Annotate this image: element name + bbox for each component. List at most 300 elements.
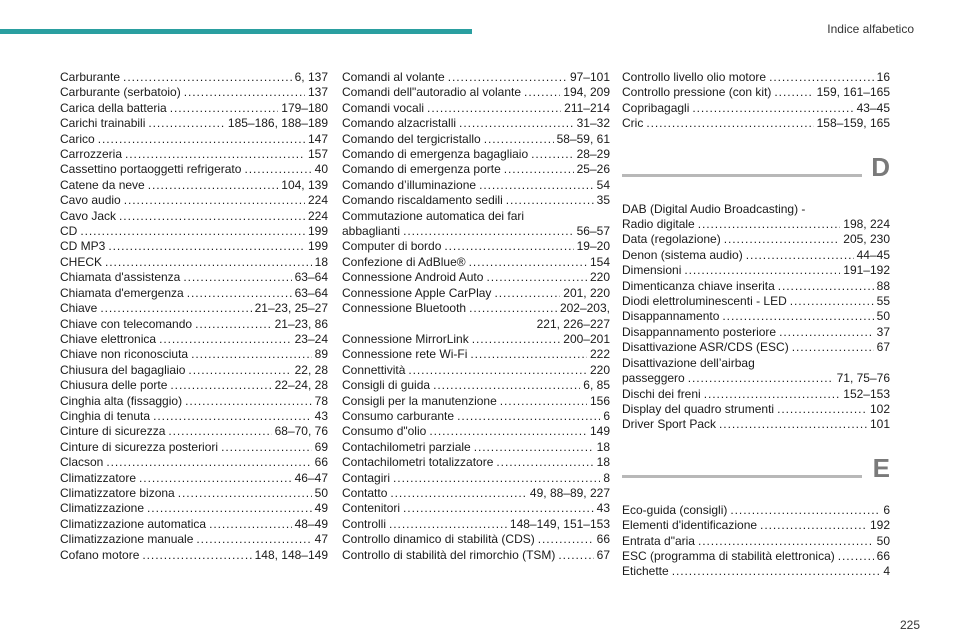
page-reference-continued: 221, 226–227 — [536, 316, 610, 331]
dot-leader — [494, 286, 560, 301]
index-term: Chiave — [60, 301, 98, 316]
index-entry — [622, 248, 890, 263]
index-entry — [342, 193, 610, 208]
index-term: passeggero — [622, 371, 685, 386]
index-term: Carico — [60, 131, 95, 146]
dot-leader — [168, 424, 271, 439]
dot-leader — [730, 503, 880, 518]
page-reference: 47 — [314, 532, 328, 547]
index-term: Data (regolazione) — [622, 232, 721, 247]
index-entry — [60, 255, 328, 270]
index-entry — [60, 378, 328, 393]
index-term: ESC (programma di stabilità elettronica) — [622, 548, 835, 563]
section-letter-e: E — [872, 452, 890, 483]
index-term: Controllo di stabilità del rimorchio (TSM) — [342, 547, 556, 562]
dot-leader — [486, 270, 587, 285]
page-reference: 202–203, — [559, 301, 610, 316]
index-entry — [342, 409, 610, 424]
index-entry — [60, 224, 328, 239]
index-entry — [60, 286, 328, 301]
index-entry — [342, 147, 610, 162]
page-reference: 159, 161–165 — [816, 85, 890, 100]
index-term: Comandi dell"autoradio al volante — [342, 85, 522, 100]
dot-leader — [148, 178, 279, 193]
index-entry — [622, 534, 890, 549]
page-reference: 89 — [314, 347, 328, 362]
index-entry — [622, 279, 890, 294]
page-reference: 19–20 — [576, 239, 610, 254]
index-term: Controllo pressione (con kit) — [622, 85, 772, 100]
index-entry — [60, 501, 328, 516]
dot-leader — [524, 85, 560, 100]
section-divider — [622, 475, 862, 478]
index-term: Connessione MirrorLink — [342, 331, 469, 346]
index-term: Driver Sport Pack — [622, 417, 717, 432]
index-term: Climatizzatore — [60, 470, 137, 485]
index-term: Chiave non riconosciuta — [60, 347, 189, 362]
index-entry — [60, 486, 328, 501]
dot-leader — [100, 301, 251, 316]
index-entry — [60, 394, 328, 409]
index-term: Comandi vocali — [342, 100, 425, 115]
page-reference: 6, 85 — [583, 378, 610, 393]
dot-leader — [124, 193, 305, 208]
dot-leader — [408, 363, 587, 378]
index-entry — [622, 549, 890, 564]
index-term: Chiamata d'emergenza — [60, 285, 184, 300]
index-entry — [622, 232, 890, 247]
page-reference: 55 — [876, 294, 890, 309]
index-entry — [60, 193, 328, 208]
index-entry — [60, 116, 328, 131]
index-entry — [622, 371, 890, 386]
page-reference: 43–45 — [856, 100, 890, 115]
index-entry — [60, 332, 328, 347]
index-term: Climatizzazione manuale — [60, 532, 194, 547]
section-header-e — [622, 453, 890, 497]
page-reference: 152–153 — [843, 386, 890, 401]
dot-leader — [389, 517, 507, 532]
dot-leader — [170, 101, 279, 116]
index-entry — [342, 394, 610, 409]
index-entry — [342, 532, 610, 547]
index-entry — [60, 239, 328, 254]
index-term: Etichette — [622, 564, 669, 579]
index-entry — [342, 501, 610, 516]
dot-leader — [792, 340, 874, 355]
dot-leader — [98, 132, 305, 147]
index-entry — [60, 147, 328, 162]
page-reference: 224 — [307, 208, 328, 223]
dot-leader — [719, 417, 867, 432]
index-entry — [60, 178, 328, 193]
dot-leader — [698, 217, 841, 232]
page-reference: 48–49 — [294, 516, 328, 531]
page-reference: 185–186, 188–189 — [227, 116, 328, 131]
page-reference: 56–57 — [576, 224, 610, 239]
page-reference: 35 — [596, 193, 610, 208]
page-reference: 148–149, 151–153 — [509, 516, 610, 531]
index-term: Dischi dei freni — [622, 386, 701, 401]
index-entry — [60, 471, 328, 486]
page-reference: 158–159, 165 — [816, 116, 890, 131]
dot-leader — [139, 471, 292, 486]
dot-leader — [484, 132, 554, 147]
index-term: Cinture di sicurezza — [60, 424, 166, 439]
dot-leader — [469, 255, 587, 270]
page-reference: 137 — [307, 85, 328, 100]
index-entry — [342, 517, 610, 532]
index-term: Radio digitale — [622, 217, 695, 232]
index-term: Confezione di AdBlue® — [342, 254, 466, 269]
page-reference: 6, 137 — [294, 70, 328, 84]
index-entry — [622, 101, 890, 116]
page-reference: 6 — [603, 408, 610, 423]
dot-leader — [184, 85, 305, 100]
section-letter-d: D — [871, 151, 890, 182]
dot-leader — [125, 147, 305, 162]
dot-leader — [500, 394, 587, 409]
index-term: CD — [60, 224, 78, 239]
index-entry — [342, 132, 610, 147]
index-term: Cric — [622, 116, 644, 131]
index-entry — [342, 440, 610, 455]
index-entry — [342, 471, 610, 486]
index-entry — [60, 517, 328, 532]
dot-leader — [187, 286, 292, 301]
index-entry — [60, 532, 328, 547]
page-reference: 44–45 — [856, 247, 890, 262]
dot-leader — [209, 517, 292, 532]
header-accent-bar — [0, 29, 472, 34]
page-reference: 18 — [596, 439, 610, 454]
index-term: Comando d’illuminazione — [342, 177, 477, 192]
index-entry — [622, 116, 890, 131]
dot-leader — [148, 116, 225, 131]
page-reference: 71, 75–76 — [836, 371, 890, 386]
index-entry-line: Commutazione automatica dei fari — [342, 208, 525, 223]
index-term: Consigli per la manutenzione — [342, 393, 497, 408]
index-term: Eco-guida (consigli) — [622, 502, 728, 517]
dot-leader — [646, 116, 813, 131]
index-term: Chiave elettronica — [60, 331, 157, 346]
index-entry — [342, 116, 610, 131]
index-entry — [622, 402, 890, 417]
index-entry — [60, 363, 328, 378]
page-reference: 6 — [883, 502, 890, 517]
index-term: Chiusura delle porte — [60, 378, 168, 393]
index-entry — [60, 424, 328, 439]
index-entry — [342, 101, 610, 116]
page-reference: 156 — [589, 393, 610, 408]
dot-leader — [106, 455, 311, 470]
index-entry — [60, 347, 328, 362]
index-entry — [342, 486, 610, 501]
dot-leader — [779, 325, 874, 340]
index-entry — [60, 409, 328, 424]
index-term: Contagiri — [342, 470, 391, 485]
index-list-c-continued — [622, 70, 890, 132]
dot-leader — [448, 70, 567, 85]
dot-leader — [558, 548, 593, 563]
index-entry — [622, 294, 890, 309]
page-reference: 205, 230 — [843, 232, 890, 247]
page-reference: 50 — [314, 485, 328, 500]
index-term: Carichi trainabili — [60, 116, 146, 131]
dot-leader — [506, 193, 594, 208]
index-entry — [342, 548, 610, 563]
index-term: Dimensioni — [622, 263, 682, 278]
index-term: Cinghia alta (fissaggio) — [60, 393, 183, 408]
index-entry — [622, 564, 890, 579]
index-term: Connessione Apple CarPlay — [342, 285, 492, 300]
index-entry — [342, 347, 610, 362]
index-term: Display del quadro strumenti — [622, 401, 775, 416]
dot-leader — [722, 309, 873, 324]
index-term: Consigli di guida — [342, 378, 431, 393]
index-entry — [60, 317, 328, 332]
index-entry-line: DAB (Digital Audio Broadcasting) - — [622, 201, 806, 216]
index-entry — [342, 85, 610, 100]
index-term: abbaglianti — [342, 224, 401, 239]
dot-leader — [108, 239, 305, 254]
index-entry — [60, 455, 328, 470]
dot-leader — [777, 402, 867, 417]
index-entry — [622, 85, 890, 100]
index-term: Disattivazione ASR/CDS (ESC) — [622, 340, 789, 355]
index-entry — [622, 518, 890, 533]
dot-leader — [221, 440, 312, 455]
page-reference: 43 — [314, 408, 328, 423]
dot-leader — [774, 85, 813, 100]
index-term: Connessione rete Wi-Fi — [342, 347, 468, 362]
page-reference: 199 — [307, 239, 328, 254]
index-entry — [342, 70, 610, 85]
index-term: Consumo d"olio — [342, 424, 427, 439]
page-reference: 201, 220 — [563, 285, 610, 300]
index-term: Carrozzeria — [60, 147, 123, 162]
page-reference: 18 — [596, 455, 610, 470]
index-column-3 — [622, 70, 890, 580]
dot-leader — [790, 294, 874, 309]
index-entry — [622, 263, 890, 278]
page-reference: 78 — [314, 393, 328, 408]
dot-leader — [142, 548, 251, 563]
page-reference: 31–32 — [576, 116, 610, 131]
index-entry — [342, 363, 610, 378]
page-reference: 191–192 — [843, 263, 890, 278]
index-term: Comandi al volante — [342, 70, 445, 84]
page-reference: 66 — [596, 532, 610, 547]
dot-leader — [185, 394, 312, 409]
page-header-title: Indice alfabetico — [827, 22, 914, 36]
dot-leader — [457, 409, 600, 424]
page-reference: 49 — [314, 501, 328, 516]
index-entry — [60, 209, 328, 224]
dot-leader — [538, 532, 594, 547]
page-reference: 23–24 — [294, 331, 328, 346]
dot-leader — [469, 301, 557, 316]
dot-leader — [746, 248, 854, 263]
index-entry — [60, 301, 328, 316]
page-reference: 200–201 — [563, 331, 610, 346]
page-reference: 154 — [589, 254, 610, 269]
index-entry — [342, 270, 610, 285]
dot-leader — [444, 239, 573, 254]
dot-leader — [429, 424, 587, 439]
page-reference: 101 — [869, 417, 890, 432]
dot-leader — [769, 70, 874, 85]
dot-leader — [195, 317, 272, 332]
dot-leader — [531, 147, 574, 162]
index-term: Controllo livello olio motore — [622, 70, 767, 84]
dot-leader — [123, 70, 292, 85]
index-term: Diodi elettroluminescenti - LED — [622, 294, 787, 309]
index-term: Catene da neve — [60, 177, 145, 192]
index-term: Controlli — [342, 516, 387, 531]
index-entry — [342, 332, 610, 347]
dot-leader — [390, 486, 527, 501]
dot-leader — [474, 440, 594, 455]
index-term: Comando del tergicristallo — [342, 131, 481, 146]
index-entry — [342, 286, 610, 301]
index-term: Chiave con telecomando — [60, 316, 193, 331]
index-term: Comando riscaldamento sedili — [342, 193, 503, 208]
dot-leader — [479, 178, 594, 193]
dot-leader — [838, 549, 874, 564]
index-term: Cofano motore — [60, 547, 140, 562]
index-entry — [622, 325, 890, 340]
index-term: Carica della batteria — [60, 100, 167, 115]
page-reference: 224 — [307, 193, 328, 208]
page-reference: 179–180 — [281, 100, 328, 115]
page-reference: 16 — [876, 70, 890, 84]
page-reference: 157 — [307, 147, 328, 162]
dot-leader — [403, 501, 594, 516]
page-reference: 49, 88–89, 227 — [529, 485, 610, 500]
index-term: CD MP3 — [60, 239, 106, 254]
index-entry — [342, 255, 610, 270]
index-term: Cinture di sicurezza posteriori — [60, 439, 219, 454]
index-term: Cavo audio — [60, 193, 121, 208]
section-header-d — [622, 152, 890, 196]
dot-leader — [147, 501, 312, 516]
index-entry — [622, 309, 890, 324]
dot-leader — [778, 279, 874, 294]
page-reference: 18 — [314, 254, 328, 269]
page-reference: 222 — [589, 347, 610, 362]
dot-leader — [170, 378, 271, 393]
page-reference: 50 — [876, 309, 890, 324]
section-divider — [622, 174, 862, 177]
page-reference: 192 — [869, 518, 890, 533]
index-entry — [342, 378, 610, 393]
dot-leader — [244, 162, 311, 177]
page-reference: 54 — [596, 177, 610, 192]
index-term: CHECK — [60, 254, 103, 269]
page-reference: 97–101 — [569, 70, 610, 84]
dot-leader — [403, 224, 574, 239]
index-term: Dimenticanza chiave inserita — [622, 278, 775, 293]
index-term: Cassettino portaoggetti refrigerato — [60, 162, 242, 177]
dot-leader — [692, 101, 853, 116]
page-reference: 199 — [307, 224, 328, 239]
index-term: Comando di emergenza bagagliaio — [342, 147, 529, 162]
index-term: Climatizzatore bizona — [60, 485, 175, 500]
index-entry-line: Disattivazione dell’airbag — [622, 355, 755, 370]
index-term: Contachilometri totalizzatore — [342, 455, 494, 470]
index-term: Connessione Bluetooth — [342, 301, 467, 316]
page-reference: 149 — [589, 424, 610, 439]
page-reference: 22, 28 — [294, 362, 328, 377]
index-term: Connessione Android Auto — [342, 270, 484, 285]
dot-leader — [153, 409, 312, 424]
page-reference: 211–214 — [564, 100, 610, 115]
dot-leader — [188, 363, 291, 378]
dot-leader — [393, 471, 600, 486]
index-entry — [60, 270, 328, 285]
index-term: Comando di emergenza porte — [342, 162, 501, 177]
index-entry — [622, 503, 890, 518]
dot-leader — [760, 518, 867, 533]
index-term: Computer di bordo — [342, 239, 442, 254]
page-number: 225 — [899, 618, 920, 632]
index-term: Disappannamento — [622, 309, 720, 324]
index-column-2 — [342, 70, 610, 563]
page-reference: 50 — [876, 533, 890, 548]
index-entry — [622, 70, 890, 85]
dot-leader — [119, 209, 305, 224]
index-entry — [342, 162, 610, 177]
index-term: Entrata d"aria — [622, 533, 695, 548]
index-list-e — [622, 503, 890, 580]
dot-leader — [504, 162, 574, 177]
index-term: Carburante — [60, 70, 121, 84]
dot-leader — [105, 255, 312, 270]
index-term: Cavo Jack — [60, 208, 117, 223]
dot-leader — [191, 347, 312, 362]
dot-leader — [159, 332, 292, 347]
index-entry — [60, 548, 328, 563]
page-reference: 66 — [314, 455, 328, 470]
page-reference: 43 — [596, 501, 610, 516]
page-reference: 37 — [876, 324, 890, 339]
page-reference: 66 — [876, 548, 890, 563]
index-term: Disappannamento posteriore — [622, 324, 777, 339]
dot-leader — [472, 332, 561, 347]
dot-leader — [80, 224, 305, 239]
dot-leader — [459, 116, 574, 131]
index-term: Controllo dinamico di stabilità (CDS) — [342, 532, 535, 547]
page-reference: 220 — [589, 362, 610, 377]
index-term: Climatizzazione automatica — [60, 516, 207, 531]
dot-leader — [496, 455, 593, 470]
page-reference: 4 — [883, 564, 890, 579]
index-term: Contenitori — [342, 501, 401, 516]
index-term: Chiamata d'assistenza — [60, 270, 181, 285]
dot-leader — [470, 347, 587, 362]
page-reference: 46–47 — [294, 470, 328, 485]
index-term: Elementi d'identificazione — [622, 518, 758, 533]
index-entry — [622, 417, 890, 432]
page-reference: 104, 139 — [281, 177, 328, 192]
page-reference: 25–26 — [576, 162, 610, 177]
index-entry — [60, 70, 328, 85]
page-reference: 147 — [307, 131, 328, 146]
page-reference: 28–29 — [576, 147, 610, 162]
page-reference: 198, 224 — [843, 217, 890, 232]
page-reference: 69 — [314, 439, 328, 454]
